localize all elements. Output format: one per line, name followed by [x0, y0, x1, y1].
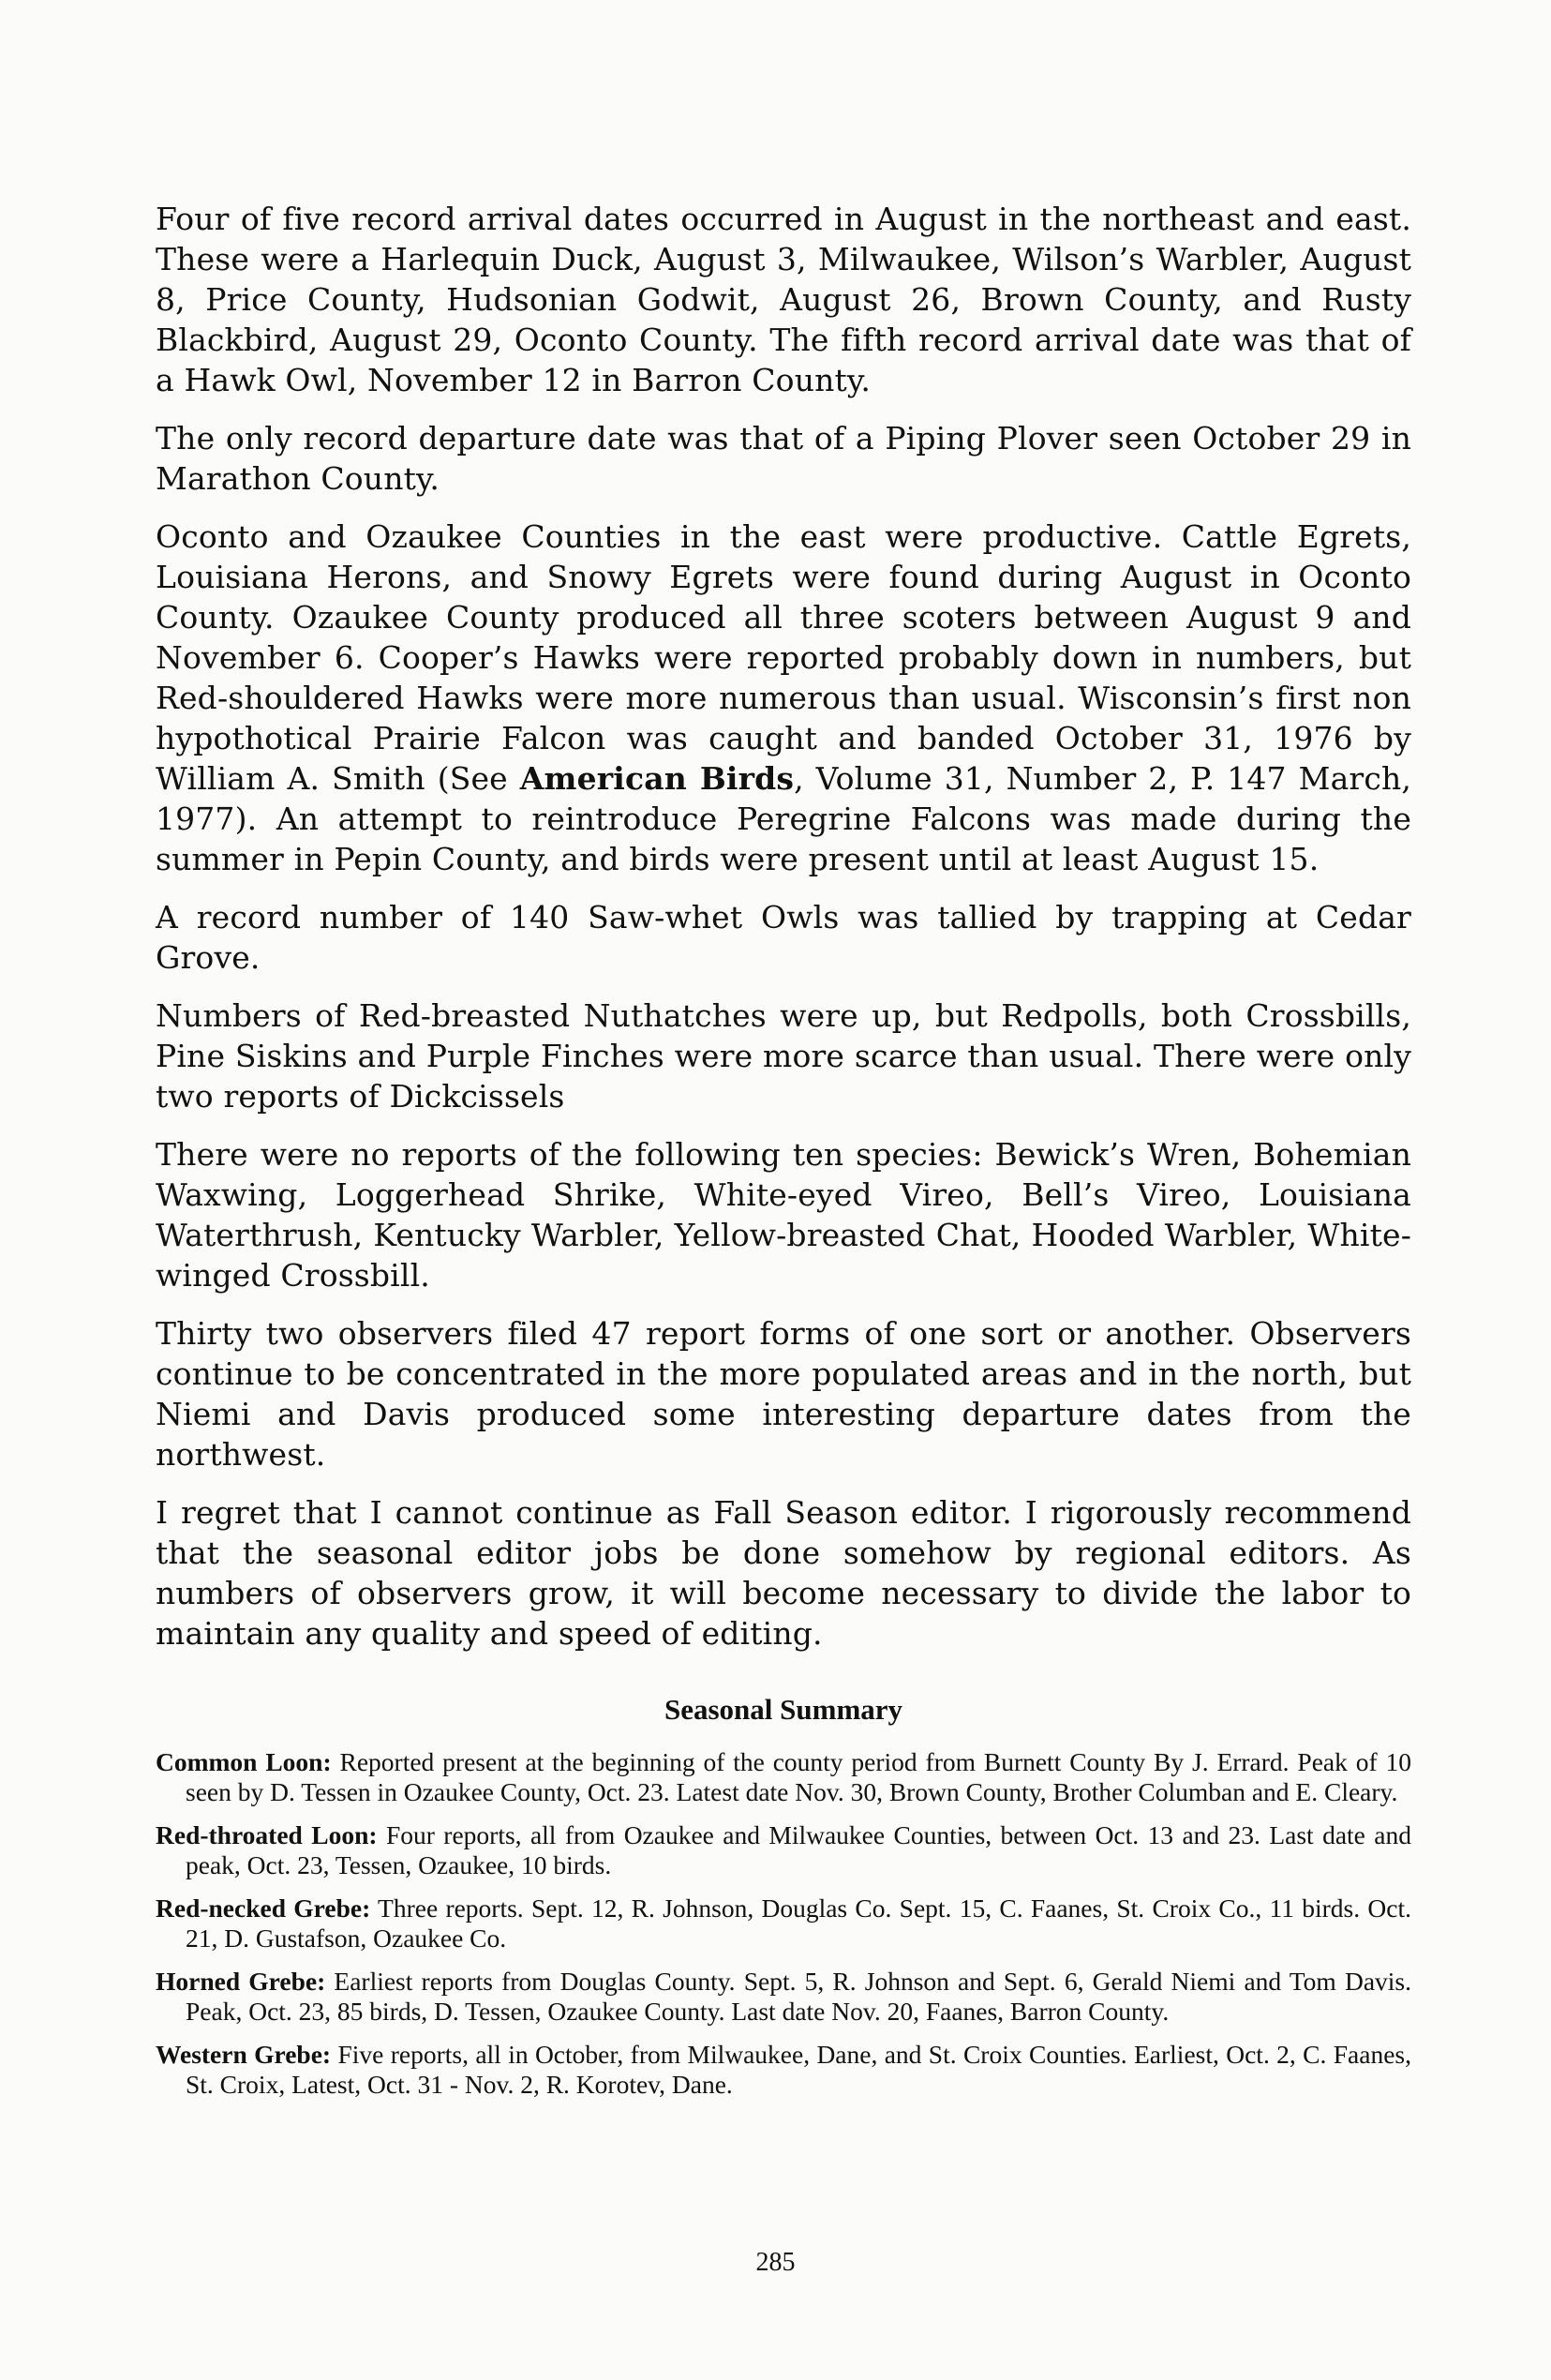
journal-title: American Birds	[519, 760, 795, 797]
intro-text	[156, 199, 1411, 1654]
page-body	[156, 199, 1411, 2113]
paragraph-text: Oconto and Ozaukee Counties in the east were productive. Cattle Egrets, Louisiana Herons, and Snowy Egrets were found during August in Oconto County. Ozaukee County produced all three scoters between August 9 and November 6. Cooper’s Hawks were reported probably down in numbers, but Red-shouldered Hawks were more numerous than usual. Wisconsin’s first non hypothotical Prairie Falcon was caught and banded October 31, 1976 by William A. Smith (See	[156, 518, 1411, 797]
species-entry	[156, 1967, 1411, 2027]
section-title: Seasonal Summary	[664, 1693, 903, 1726]
paragraph-arrival-dates: Four of five record arrival dates occurred in August in the northeast and east. These were a Harlequin Duck, August 3, Milwaukee, Wilson’s Warbler, August 8, Price County, Hudsonian Godwit, August 26, Brown County, and Rusty Blackbird, August 29, Oconto County. The fifth record arrival date was that of a Hawk Owl, November 12 in Barron County.	[156, 201, 1411, 398]
species-name: Red-necked Grebe:	[156, 1894, 371, 1923]
species-entry	[156, 2040, 1411, 2100]
species-name: Red-throated Loon:	[156, 1820, 378, 1849]
paragraph-nuthatches: Numbers of Red-breasted Nuthatches were up, but Redpolls, both Crossbills, Pine Siskins and Purple Finches were more scarce than usual. There were only two reports of Dickcissels	[156, 997, 1411, 1115]
species-entry	[156, 1747, 1411, 1807]
paragraph-observers: Thirty two observers filed 47 report forms of one sort or another. Observers continue to be concentrated in the more populated areas and in the north, but Niemi and Davis produced some interesting departure dates from the northwest.	[156, 1315, 1411, 1473]
paragraph-oconto-ozaukee	[156, 516, 1411, 879]
paragraph-editor-note: I regret that I cannot continue as Fall Season editor. I rigorously recommend that the seasonal editor jobs be done somehow by regional editors. As numbers of observers grow, it will become necessary to divide the labor to maintain any quality and speed of editing.	[156, 1494, 1411, 1652]
species-name: Horned Grebe:	[156, 1967, 326, 1996]
paragraph-text: , Volume 31, Number 2, P. 147 March, 1977). An attempt to reintroduce Peregrine Falcons was made during the summer in Pepin County, and birds were present until at least August 15.	[156, 760, 1412, 877]
paragraph-departure-date: The only record departure date was that of a Piping Plover seen October 29 in Marathon County.	[156, 420, 1411, 497]
species-entry	[156, 1820, 1411, 1880]
species-name: Common Loon:	[156, 1747, 332, 1776]
species-text: Three reports. Sept. 12, R. Johnson, Douglas Co. Sept. 15, C. Faanes, St. Croix Co., 11 birds. Oct. 21, D. Gustafson, Ozaukee Co.	[186, 1894, 1411, 1953]
species-list	[156, 1747, 1411, 2100]
page-number: 285	[755, 2248, 796, 2277]
species-text: Earliest reports from Douglas County. Sept. 5, R. Johnson and Sept. 6, Gerald Niemi and Tom Davis. Peak, Oct. 23, 85 birds, D. Tessen, Ozaukee County. Last date Nov. 20, Faanes, Barron County.	[186, 1967, 1412, 2026]
species-text: Five reports, all in October, from Milwaukee, Dane, and St. Croix Counties. Earliest, Oct. 2, C. Faanes, St. Croix, Latest, Oct. 31 - Nov. 2, R. Korotev, Dane.	[186, 2040, 1412, 2099]
species-name: Western Grebe:	[156, 2040, 332, 2069]
species-entry	[156, 1894, 1411, 1953]
paragraph-no-reports: There were no reports of the following ten species: Bewick’s Wren, Bohemian Waxwing, Loggerhead Shrike, White-eyed Vireo, Bell’s Vireo, Louisiana Waterthrush, Kentucky Warbler, Yellow-breasted Chat, Hooded Warbler, White-winged Crossbill.	[156, 1136, 1411, 1294]
species-text: Reported present at the beginning of the county period from Burnett County By J. Errard. Peak of 10 seen by D. Tessen in Ozaukee County, Oct. 23. Latest date Nov. 30, Brown County, Brother Columban and E. Cleary.	[186, 1747, 1412, 1806]
species-text: Four reports, all from Ozaukee and Milwaukee Counties, between Oct. 13 and 23. Last date and peak, Oct. 23, Tessen, Ozaukee, 10 birds.	[186, 1820, 1411, 1879]
paragraph-saw-whet-owls: A record number of 140 Saw-whet Owls was tallied by trapping at Cedar Grove.	[156, 899, 1411, 976]
